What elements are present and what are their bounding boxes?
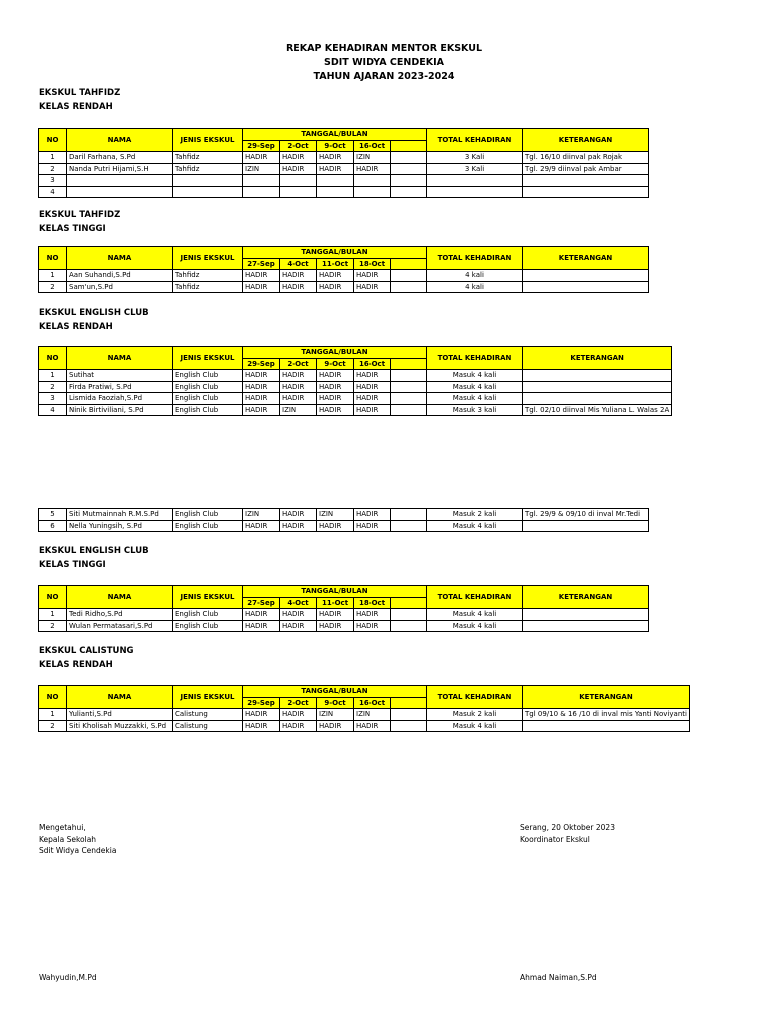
header-nama: NAMA <box>67 129 173 152</box>
table-cell <box>173 175 243 187</box>
table-cell: English Club <box>173 381 243 393</box>
table-cell: HADIR <box>354 404 391 416</box>
table-cell: Aan Suhandi,S.Pd <box>67 270 173 282</box>
header-date: 27-Sep <box>243 258 280 270</box>
table-cell <box>173 186 243 198</box>
header-row <box>39 347 672 359</box>
table-row <box>39 509 649 521</box>
attendance-table <box>38 128 649 198</box>
header-jenis: JENIS EKSKUL <box>173 586 243 609</box>
table-cell: HADIR <box>354 620 391 632</box>
table-cell: Sam'un,S.Pd <box>67 281 173 293</box>
table-row <box>39 720 690 732</box>
attendance-table <box>38 685 690 732</box>
table-cell: HADIR <box>243 370 280 382</box>
table-cell: Tgl. 29/9 & 09/10 di inval Mr.Tedi <box>523 509 649 521</box>
table-cell: Masuk 4 kali <box>427 609 523 621</box>
table-cell: HADIR <box>280 609 317 621</box>
table-cell: IZIN <box>243 163 280 175</box>
header-date: 11-Oct <box>317 258 354 270</box>
table-cell <box>391 270 427 282</box>
table-cell: HADIR <box>280 709 317 721</box>
header-date: 16-Oct <box>354 697 391 709</box>
table-cell <box>391 370 427 382</box>
table-cell: Tahfidz <box>173 163 243 175</box>
header-date: 11-Oct <box>317 597 354 609</box>
table-row <box>39 152 649 164</box>
table-cell: English Club <box>173 404 243 416</box>
table-cell: HADIR <box>280 393 317 405</box>
header-tanggal: TANGGAL/BULAN <box>243 129 427 141</box>
table-cell <box>391 509 427 521</box>
table-cell <box>523 620 649 632</box>
table-cell: HADIR <box>317 281 354 293</box>
attendance-table <box>38 246 649 293</box>
table-cell: IZIN <box>317 509 354 521</box>
table-cell: Masuk 4 kali <box>427 520 523 532</box>
doc-title-line3: TAHUN AJARAN 2023-2024 <box>313 71 455 82</box>
table-cell <box>523 393 672 405</box>
table-cell <box>427 175 523 187</box>
header-row <box>39 686 690 698</box>
table-cell: 5 <box>39 509 67 521</box>
header-keterangan: KETERANGAN <box>523 586 649 609</box>
header-date-empty <box>391 697 427 709</box>
table-cell: HADIR <box>354 381 391 393</box>
table-cell: 1 <box>39 709 67 721</box>
table-cell: IZIN <box>243 509 280 521</box>
table-cell: Lismida Faoziah,S.Pd <box>67 393 173 405</box>
signer-right-name: Ahmad Naiman,S.Pd <box>520 973 597 982</box>
header-no: NO <box>39 129 67 152</box>
table-cell: HADIR <box>354 509 391 521</box>
section-subtitle: KELAS RENDAH <box>39 102 113 112</box>
table-cell: Masuk 4 kali <box>427 393 523 405</box>
table-cell: 6 <box>39 520 67 532</box>
table-cell: HADIR <box>280 520 317 532</box>
table-cell <box>280 175 317 187</box>
header-row <box>39 247 649 259</box>
section-title: EKSKUL ENGLISH CLUB <box>39 308 149 318</box>
header-date: 29-Sep <box>243 358 280 370</box>
attendance-table <box>38 346 672 416</box>
header-nama: NAMA <box>67 586 173 609</box>
header-tanggal: TANGGAL/BULAN <box>243 686 427 698</box>
table-cell <box>243 186 280 198</box>
header-total: TOTAL KEHADIRAN <box>427 686 523 709</box>
table-cell: Tahfidz <box>173 270 243 282</box>
table-cell: HADIR <box>317 393 354 405</box>
table-cell: English Club <box>173 520 243 532</box>
table-cell <box>523 270 649 282</box>
table-cell: HADIR <box>280 281 317 293</box>
table-cell: 3 Kali <box>427 152 523 164</box>
table-cell: HADIR <box>243 281 280 293</box>
table-cell: Masuk 2 kali <box>427 509 523 521</box>
table-cell: HADIR <box>317 520 354 532</box>
table-cell: HADIR <box>243 709 280 721</box>
table-cell <box>391 404 427 416</box>
table-row <box>39 381 672 393</box>
table-cell: HADIR <box>280 509 317 521</box>
table-cell: 2 <box>39 163 67 175</box>
table-row <box>39 620 649 632</box>
header-no: NO <box>39 586 67 609</box>
header-date: 9-Oct <box>317 697 354 709</box>
attendance-table-continued <box>38 508 649 532</box>
header-date: 2-Oct <box>280 140 317 152</box>
table-cell <box>354 186 391 198</box>
header-date: 29-Sep <box>243 697 280 709</box>
doc-title-line2: SDIT WIDYA CENDEKIA <box>324 57 444 68</box>
signature-right-line: Koordinator Ekskul <box>520 834 590 844</box>
table-cell: 1 <box>39 270 67 282</box>
header-date-empty <box>391 597 427 609</box>
section-heading <box>39 544 149 572</box>
section-title: EKSKUL CALISTUNG <box>39 646 134 656</box>
header-date: 18-Oct <box>354 597 391 609</box>
table-cell: HADIR <box>354 609 391 621</box>
table-cell: HADIR <box>280 620 317 632</box>
table-cell: HADIR <box>317 152 354 164</box>
table-cell: HADIR <box>243 609 280 621</box>
table-cell <box>523 381 672 393</box>
signature-left-block <box>39 822 116 857</box>
signature-right-line: Serang, 20 Oktober 2023 <box>520 823 615 832</box>
table-cell <box>280 186 317 198</box>
table-cell <box>391 163 427 175</box>
table-cell <box>317 186 354 198</box>
table-cell <box>391 175 427 187</box>
header-date: 4-Oct <box>280 597 317 609</box>
header-date: 16-Oct <box>354 358 391 370</box>
table-cell: HADIR <box>317 270 354 282</box>
table-row <box>39 270 649 282</box>
table-cell <box>523 370 672 382</box>
table-cell <box>523 281 649 293</box>
table-cell <box>427 186 523 198</box>
header-nama: NAMA <box>67 347 173 370</box>
table-row <box>39 709 690 721</box>
table-cell: 4 kali <box>427 281 523 293</box>
table-cell: HADIR <box>243 270 280 282</box>
table-cell: 2 <box>39 620 67 632</box>
table-cell: HADIR <box>354 520 391 532</box>
table-cell: HADIR <box>243 404 280 416</box>
table-cell: Nella Yuningsih, S.Pd <box>67 520 173 532</box>
table-cell <box>523 609 649 621</box>
section-subtitle: KELAS RENDAH <box>39 660 113 670</box>
header-date-empty <box>391 358 427 370</box>
header-keterangan: KETERANGAN <box>523 347 672 370</box>
header-tanggal: TANGGAL/BULAN <box>243 247 427 259</box>
table-cell: HADIR <box>243 152 280 164</box>
table-cell <box>391 709 427 721</box>
header-date: 2-Oct <box>280 358 317 370</box>
table-row <box>39 393 672 405</box>
table-cell: HADIR <box>354 270 391 282</box>
table-cell: Tgl. 29/9 diinval pak Ambar <box>523 163 649 175</box>
table-cell <box>523 520 649 532</box>
header-date: 18-Oct <box>354 258 391 270</box>
table-cell: HADIR <box>243 720 280 732</box>
header-date: 29-Sep <box>243 140 280 152</box>
table-cell: Tgl. 02/10 diinval Mis Yuliana L. Walas 2A <box>523 404 672 416</box>
table-cell: 1 <box>39 152 67 164</box>
table-cell: IZIN <box>354 152 391 164</box>
header-jenis: JENIS EKSKUL <box>173 129 243 152</box>
table-cell: 3 <box>39 175 67 187</box>
table-cell: HADIR <box>317 163 354 175</box>
section-title: EKSKUL TAHFIDZ <box>39 210 121 220</box>
table-cell: 4 <box>39 186 67 198</box>
header-jenis: JENIS EKSKUL <box>173 686 243 709</box>
table-cell: English Club <box>173 370 243 382</box>
table-row <box>39 163 649 175</box>
table-cell: Calistung <box>173 720 243 732</box>
table-cell: HADIR <box>243 393 280 405</box>
table-cell: English Club <box>173 609 243 621</box>
header-tanggal: TANGGAL/BULAN <box>243 586 427 598</box>
table-cell: 1 <box>39 370 67 382</box>
header-nama: NAMA <box>67 686 173 709</box>
table-cell: Masuk 4 kali <box>427 620 523 632</box>
header-jenis: JENIS EKSKUL <box>173 347 243 370</box>
table-cell: 4 kali <box>427 270 523 282</box>
table-cell: HADIR <box>354 163 391 175</box>
table-cell: HADIR <box>317 609 354 621</box>
table-cell: Tahfidz <box>173 152 243 164</box>
table-cell: HADIR <box>243 620 280 632</box>
header-total: TOTAL KEHADIRAN <box>427 247 523 270</box>
table-row <box>39 186 649 198</box>
table-cell: Wulan Permatasari,S.Pd <box>67 620 173 632</box>
header-date: 27-Sep <box>243 597 280 609</box>
table-cell: HADIR <box>317 370 354 382</box>
header-date-empty <box>391 258 427 270</box>
doc-title-line1: REKAP KEHADIRAN MENTOR EKSKUL <box>285 43 483 54</box>
table-cell: HADIR <box>354 720 391 732</box>
table-cell <box>523 720 690 732</box>
header-date: 16-Oct <box>354 140 391 152</box>
table-cell: Tahfidz <box>173 281 243 293</box>
header-keterangan: KETERANGAN <box>523 247 649 270</box>
header-row <box>39 586 649 598</box>
header-row <box>39 129 649 141</box>
table-cell: Masuk 3 kali <box>427 404 523 416</box>
table-cell: HADIR <box>280 381 317 393</box>
table-cell: 3 <box>39 393 67 405</box>
header-no: NO <box>39 347 67 370</box>
table-cell: Nanda Putri Hijami,S.H <box>67 163 173 175</box>
table-cell: English Club <box>173 509 243 521</box>
table-cell: English Club <box>173 620 243 632</box>
table-cell: Daril Farhana, S.Pd <box>67 152 173 164</box>
table-cell <box>391 186 427 198</box>
table-cell <box>391 720 427 732</box>
table-cell: IZIN <box>317 709 354 721</box>
table-cell: HADIR <box>317 720 354 732</box>
table-cell: Tedi Ridho,S.Pd <box>67 609 173 621</box>
table-cell <box>391 520 427 532</box>
signer-left-name: Wahyudin,M.Pd <box>39 973 97 982</box>
table-cell <box>523 175 649 187</box>
section-title: EKSKUL TAHFIDZ <box>39 88 121 98</box>
table-cell <box>523 186 649 198</box>
table-row <box>39 404 672 416</box>
header-no: NO <box>39 686 67 709</box>
table-cell: 2 <box>39 720 67 732</box>
table-cell: HADIR <box>243 381 280 393</box>
section-subtitle: KELAS TINGGI <box>39 224 106 234</box>
header-date: 4-Oct <box>280 258 317 270</box>
section-heading <box>39 86 120 114</box>
table-cell: 2 <box>39 281 67 293</box>
table-row <box>39 281 649 293</box>
header-date: 9-Oct <box>317 358 354 370</box>
table-cell: Masuk 4 kali <box>427 720 523 732</box>
table-row <box>39 370 672 382</box>
table-cell: HADIR <box>317 620 354 632</box>
table-cell: Masuk 4 kali <box>427 370 523 382</box>
table-cell: HADIR <box>317 404 354 416</box>
table-cell: 4 <box>39 404 67 416</box>
header-tanggal: TANGGAL/BULAN <box>243 347 427 359</box>
header-keterangan: KETERANGAN <box>523 129 649 152</box>
section-subtitle: KELAS RENDAH <box>39 322 113 332</box>
table-cell: IZIN <box>354 709 391 721</box>
table-cell: HADIR <box>280 720 317 732</box>
table-cell: 2 <box>39 381 67 393</box>
header-total: TOTAL KEHADIRAN <box>427 586 523 609</box>
table-cell <box>317 175 354 187</box>
table-cell: Siti Kholisah Muzzakki, S.Pd <box>67 720 173 732</box>
table-cell: HADIR <box>280 370 317 382</box>
table-cell: Calistung <box>173 709 243 721</box>
header-no: NO <box>39 247 67 270</box>
table-row <box>39 520 649 532</box>
table-cell: 1 <box>39 609 67 621</box>
table-cell: Siti Mutmainnah R.M.S.Pd <box>67 509 173 521</box>
header-date-empty <box>391 140 427 152</box>
table-row <box>39 175 649 187</box>
table-cell: HADIR <box>354 281 391 293</box>
table-cell <box>391 152 427 164</box>
table-cell: HADIR <box>243 520 280 532</box>
table-cell <box>67 186 173 198</box>
table-cell: IZIN <box>280 404 317 416</box>
table-cell: Tgl. 16/10 diinval pak Rojak <box>523 152 649 164</box>
table-cell: 3 Kali <box>427 163 523 175</box>
section-heading <box>39 208 120 236</box>
table-cell <box>67 175 173 187</box>
signature-left-line: Sdit Widya Cendekia <box>39 846 117 855</box>
table-cell: Firda Pratiwi, S.Pd <box>67 381 173 393</box>
table-cell <box>354 175 391 187</box>
table-cell: Yulianti,S.Pd <box>67 709 173 721</box>
header-date: 9-Oct <box>317 140 354 152</box>
table-cell: HADIR <box>354 370 391 382</box>
table-cell: HADIR <box>280 152 317 164</box>
section-subtitle: KELAS TINGGI <box>39 560 106 570</box>
table-cell: HADIR <box>354 393 391 405</box>
section-heading <box>39 644 134 672</box>
table-cell <box>391 620 427 632</box>
table-cell: Sutihat <box>67 370 173 382</box>
table-cell: HADIR <box>280 163 317 175</box>
section-heading <box>39 306 149 334</box>
attendance-table <box>38 585 649 632</box>
signature-right-block <box>520 822 615 845</box>
header-total: TOTAL KEHADIRAN <box>427 129 523 152</box>
table-cell: HADIR <box>280 270 317 282</box>
header-total: TOTAL KEHADIRAN <box>427 347 523 370</box>
table-cell <box>243 175 280 187</box>
header-keterangan: KETERANGAN <box>523 686 690 709</box>
table-cell <box>391 609 427 621</box>
header-nama: NAMA <box>67 247 173 270</box>
header-date: 2-Oct <box>280 697 317 709</box>
table-cell: Masuk 2 kali <box>427 709 523 721</box>
table-row <box>39 609 649 621</box>
signature-left-line: Kepala Sekolah <box>39 834 97 844</box>
table-cell: English Club <box>173 393 243 405</box>
table-cell <box>391 393 427 405</box>
table-cell: Ninik Birtiviliani, S.Pd <box>67 404 173 416</box>
table-cell: Masuk 4 kali <box>427 381 523 393</box>
signature-left-line: Mengetahui, <box>39 823 86 832</box>
table-cell: Tgl 09/10 & 16 /10 di inval mis Yanti Noviyanti <box>523 709 690 721</box>
table-cell <box>391 381 427 393</box>
table-cell <box>391 281 427 293</box>
table-cell: HADIR <box>317 381 354 393</box>
section-title: EKSKUL ENGLISH CLUB <box>39 546 149 556</box>
header-jenis: JENIS EKSKUL <box>173 247 243 270</box>
